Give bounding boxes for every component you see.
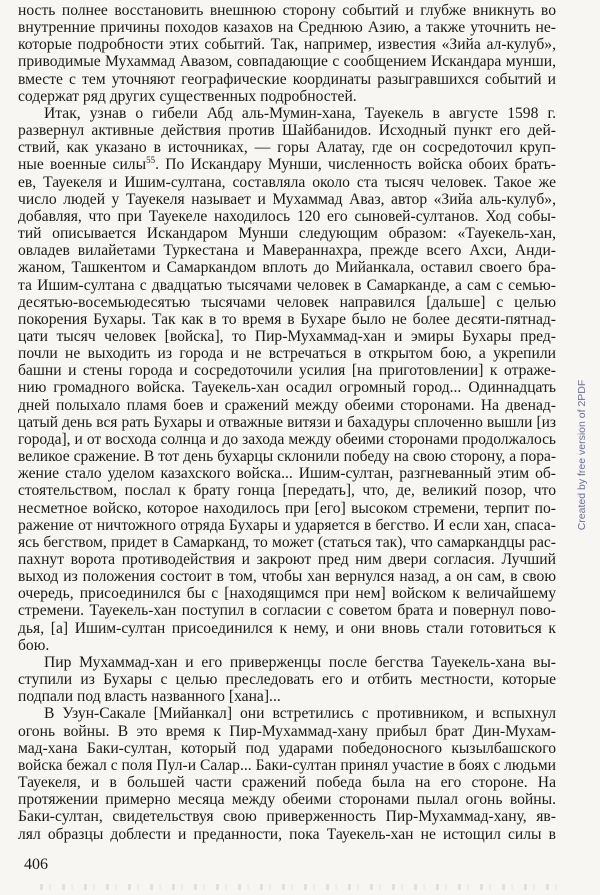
text-line: приводимые Мухаммад Авазом, совпадающие с сообщением Искандара мунши, [18, 53, 556, 71]
text-line: ражение от ничтожного отряда Бухары и ударяется в бегство. И если хан, спаса- [18, 516, 556, 534]
text-line: лял образцы доблести и преданности, пока Тауекель-хан не истощил силы в [18, 825, 556, 843]
text-line: внутренние причины походов казахов на Среднюю Азию, а также уточнить не- [18, 19, 556, 37]
text-line: пахнут ворота противодействия и закроют пред ним двери согласия. Лучший [18, 551, 556, 568]
text-line: подпали под власть названного [хана]... [18, 688, 281, 706]
text-line: жаном, Ташкентом и Самаркандом вплоть до Мийанкала, оставил своего бра- [18, 259, 556, 277]
page-body-text [18, 2, 556, 843]
paragraph-3 [18, 654, 556, 705]
paragraph-1 [18, 2, 556, 105]
text-line: несметное войско, которое находилось при [его] высоком стремени, терпит по- [18, 499, 556, 517]
text-line: покорения Бухары. Так как в то время в Бухаре было не более десяти-пятнад- [18, 310, 556, 328]
text-line: протяжении примерно месяца между обеими сторонами пылал огонь войны. [18, 791, 556, 809]
scan-artifact [40, 884, 560, 890]
text-line: Итак, узнав о гибели Абд аль-Мумин-хана, Тауекель в августе 1598 г. [44, 104, 556, 122]
text-line: бою. [18, 636, 50, 654]
text-line: ясь бегством, придет в Самарканд, то может (статься так), что самаркандцы рас- [18, 533, 556, 551]
text-line: которые подробности этих событий. Так, например, известия «Зийа ал-кулуб», [18, 36, 556, 54]
text-line: Пир Мухаммад-хан и его приверженцы после бегства Тауекель-хана вы- [44, 653, 556, 671]
text-line: ность полнее восстановить внешнюю сторону событий и глубже вникнуть во [18, 2, 556, 19]
text-line: дней полыхало пламя боев и сражений между обеими сторонами. На двенад- [18, 396, 556, 414]
text-line: десятью-восемьюдесятью тысячами человек направился [дальше] с целью [18, 293, 556, 311]
paragraph-4 [18, 705, 556, 842]
text-line: Тауекеля, и в большей части сражений победа была на его стороне. На [18, 774, 556, 792]
text-line: тий описывается Искандаром Мунши следующим образом: «Тауекель-хан, [18, 225, 556, 243]
text-line: жение стало уделом казахского войска... Ишим-султан, разгневанный этим об- [18, 465, 556, 483]
text-line: войска бежал с поля Пул-и Салар... Баки-султан принял участие в боях с людьми [18, 756, 556, 774]
text-line: башни и стены города и сосредоточили усилия [на приготовлении] к отраже- [18, 362, 556, 380]
text-line: мад-хана Баки-султан, который под ударами победоносного кызылбашского [18, 739, 556, 757]
text-line: города], и от восхода солнца и до захода между обеими сторонами продолжалось [18, 430, 556, 448]
paragraph-2 [18, 105, 556, 654]
text-line: почли не выходить из города и не встречаться в открытом бою, а укрепили [18, 345, 556, 363]
text-line: ев, Тауекеля и Ишим-султана, составляла около ста тысяч человек. Такое же [18, 173, 556, 191]
text-line: та Ишим-султана с двадцатью тысячами человек в Самарканде, а сам с семью- [18, 276, 556, 294]
text-line: В Узун-Сакале [Мийанкал] они встретились с противником, и вспыхнул [44, 705, 556, 723]
text-line: содержат ряд других существенных подробностей. [18, 87, 357, 105]
text-line: великое сражение. В тот день бухарцы склонили победу на свою сторону, а пора- [18, 448, 556, 466]
page-number: 406 [24, 856, 48, 873]
text-line: цати тысяч человек [войска], то Пир-Мухаммад-хан и эмиры Бухары пред- [18, 327, 556, 345]
text-line: стремени. Тауекель-хан поступил в согласии с советом брата и повернул пово- [18, 602, 556, 620]
text-line: выход из положения состоит в том, чтобы хан вернулся назад, а он сам, в свою [18, 568, 556, 586]
text-line: овладев вилайетами Туркестана и Мавераннахра, прежде всего Ахси, Анди- [18, 242, 556, 260]
footnote-marker: 55 [146, 155, 156, 166]
text-line: огонь войны. В это время к Пир-Мухаммад-хану прибыл брат Дин-Мухам- [18, 722, 556, 740]
text-segment: ные военные силы [18, 156, 147, 174]
text-line: стоятельством, послал к брату гонца [передать], что, де, великий позор, что [18, 482, 556, 500]
text-line: ступили из Бухары с целью преследовать его и отбить местности, которые [18, 671, 556, 689]
text-line: добавляя, что при Тауекеле находилось 120 его сыновей-султанов. Ход собы- [18, 207, 556, 225]
text-line: очередь, присоединился бы с [находящимся при нем] войском к величайшему [18, 585, 556, 603]
text-line: цатый день вся рать Бухары и отважные витязи и бахадуры сплоченно вышли [из [18, 413, 556, 431]
text-line: нию громадного войска. Тауекель-хан осадил огромный город... Одиннадцать [18, 379, 556, 397]
watermark-text: Created by free version of 2PDF [576, 379, 588, 531]
text-line: число людей у Тауекеля называет и Мухаммад Аваз, автор «Зийа аль-кулуб», [18, 190, 556, 208]
text-line: вместе с тем уточняют географические координаты разыгравшихся событий и [18, 70, 556, 88]
text-line: ствий, как указано в источниках, — горы Алатау, где он сосредоточил круп- [18, 139, 556, 157]
text-segment: По Искандару Мунши, численность войска обоих брать- [165, 156, 556, 174]
text-line: Баки-султан, свидетельствуя свою приверженность Пир-Мухаммад-хану, яв- [18, 808, 556, 826]
text-line: развернул активные действия против Шайбанидов. Исходный пункт его дей- [18, 122, 556, 140]
text-line: ные военные силы$^{55}$. По Искандару Мунши, численность войска обоих брать- [18, 155, 556, 174]
text-line: дья, [а] Ишим-султан присоединился к нему, и они вновь стали готовиться к [18, 619, 556, 637]
